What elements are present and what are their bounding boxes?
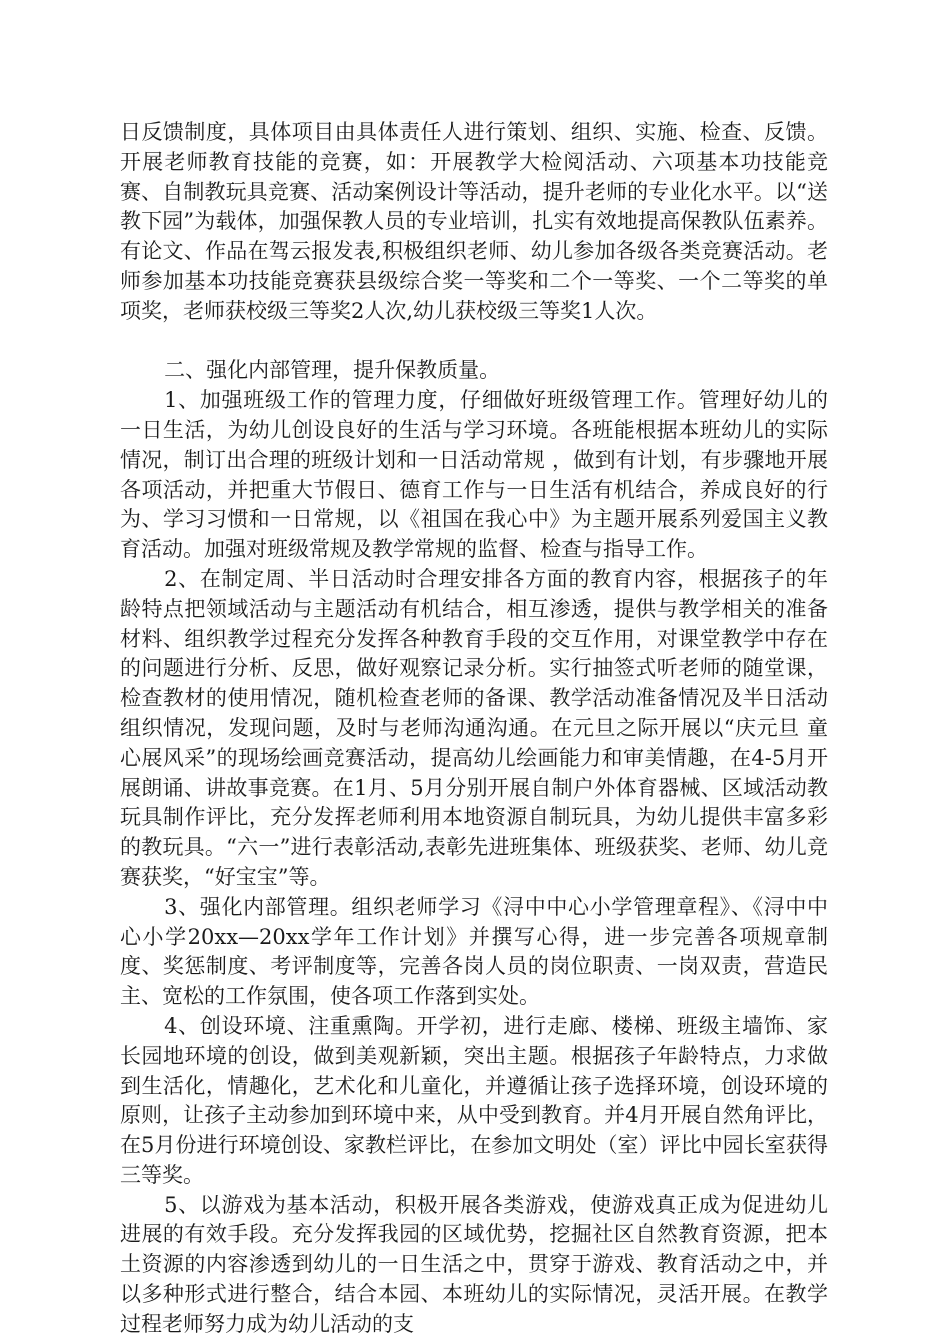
paragraph-awards: 日反馈制度，具体项目由具体责任人进行策划、组织、实施、检查、反馈。开展老师教育技能的竞赛，如：开展教学大检阅活动、六项基本功技能竞赛、自制教玩具竞赛、活动案例设计等活动，提升老师的专业化水平。以“送教下园”为载体，加强保教人员的专业培训，扎实有效地提高保教队伍素养。有论文、作品在驾云报发表,积极组织老师、幼儿参加各级各类竞赛活动。老师参加基本功技能竞赛获县级综合奖一等奖和二个一等奖、一个二等奖的单项奖，老师获校级三等奖2人次,幼儿获校级三等奖1人次。 bbox=[120, 120, 828, 323]
paragraph-internal-rules: 3、强化内部管理。组织老师学习《浔中中心小学管理章程》、《浔中中心小学20xx—20xx学年工作计划》并撰写心得，进一步完善各项规章制度、奖惩制度、考评制度等，完善各岗人员的岗位职责、一岗双责，营造民主、宽松的工作氛围，使各项工作落到实处。 bbox=[120, 894, 828, 1009]
paragraph-games: 5、以游戏为基本活动，积极开展各类游戏，使游戏真正成为促进幼儿进展的有效手段。充分发挥我园的区域优势，挖掘社区自然教育资源，把本土资源的内容渗透到幼儿的一日生活之中，贯穿于游戏、教育活动之中，并以多种形式进行整合，结合本园、本班幼儿的实际情况，灵活开展。在教学过程老师努力成为幼儿活动的支 bbox=[120, 1192, 828, 1336]
paragraph-environment: 4、创设环境、注重熏陶。开学初，进行走廊、楼梯、班级主墙饰、家长园地环境的创设，做到美观新颖，突出主题。根据孩子年龄特点，力求做到生活化，情趣化，艺术化和儿童化，并遵循让孩子选择环境，创设环境的原则，让孩子主动参加到环境中来，从中受到教育。并4月开展自然角评比，在5月份进行环境创设、家教栏评比，在参加文明处（室）评比中园长室获得三等奖。 bbox=[120, 1013, 828, 1187]
paragraph-teaching-plan: 2、在制定周、半日活动时合理安排各方面的教育内容，根据孩子的年龄特点把领域活动与主题活动有机结合，相互渗透，提供与教学相关的准备材料、组织教学过程充分发挥各种教育手段的交互作用，对课堂教学中存在的问题进行分析、反思，做好观察记录分析。实行抽签式听老师的随堂课，检查教材的使用情况，随机检查老师的备课、教学活动准备情况及半日活动组织情况，发现问题，及时与老师沟通沟通。在元旦之际开展以“庆元旦 童心展风采”的现场绘画竞赛活动，提高幼儿绘画能力和审美情趣，在4-5月开展朗诵、讲故事竞赛。在1月、5月分别开展自制户外体育器械、区域活动教玩具制作评比，充分发挥老师利用本地资源自制玩具，为幼儿提供丰富多彩的教玩具。“六一”进行表彰活动,表彰先进班集体、班级获奖、老师、幼儿竞赛获奖，“好宝宝”等。 bbox=[120, 566, 828, 889]
paragraph-class-management: 1、加强班级工作的管理力度，仔细做好班级管理工作。管理好幼儿的一日生活，为幼儿创设良好的生活与学习环境。各班能根据本班幼儿的实际情况，制订出合理的班级计划和一日活动常规 ，做到有计划，有步骤地开展各项活动，并把重大节假日、德育工作与一日生活有机结合，养成良好的行为、学习习惯和一日常规，以《祖国在我心中》为主题开展系列爱国主义教育活动。加强对班级常规及教学常规的监督、检查与指导工作。 bbox=[120, 388, 828, 562]
document-page bbox=[120, 118, 828, 1340]
blank-line bbox=[120, 327, 828, 357]
section-heading-internal-management: 二、强化内部管理，提升保教质量。 bbox=[164, 358, 501, 383]
